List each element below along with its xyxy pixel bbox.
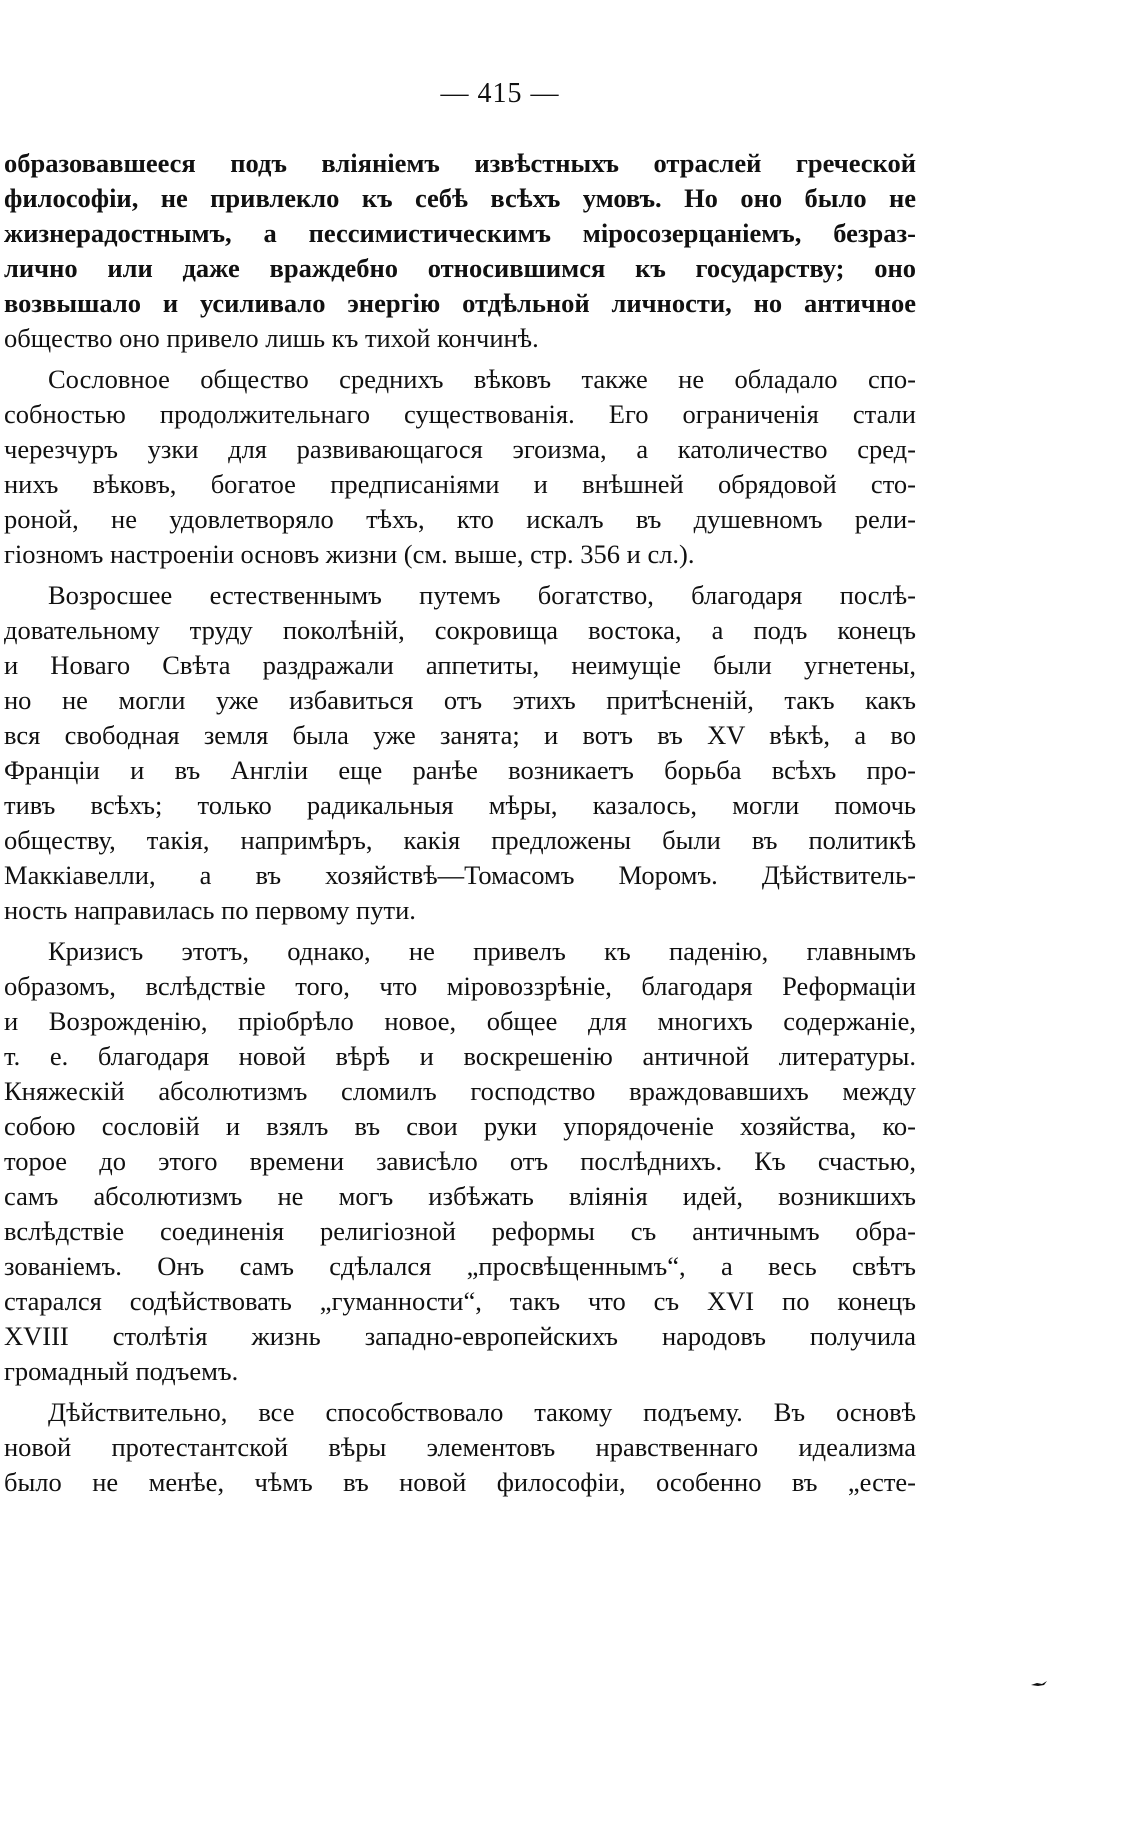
text-line: тивъ всѣхъ; только радикальныя мѣры, казалось, могли помочь xyxy=(4,790,916,820)
body-text xyxy=(4,146,916,1500)
text-line: и Новаго Свѣта раздражали аппетиты, неимущіе были угнетены, xyxy=(4,650,916,680)
ink-speck-icon xyxy=(1030,1680,1048,1688)
text-line: Кризисъ этотъ, однако, не привелъ къ паденію, главнымъ xyxy=(48,936,916,966)
text-line: вслѣдствіе соединенія религіозной реформы съ античнымъ обра- xyxy=(4,1216,916,1246)
text-line: Княжескій абсолютизмъ сломилъ господство враждовавшихъ между xyxy=(4,1076,916,1106)
text-line: и Возрожденію, пріобрѣло новое, общее для многихъ содержаніе, xyxy=(4,1006,916,1036)
text-line: Маккіавелли, а въ хозяйствѣ—Томасомъ Моромъ. Дѣйствитель- xyxy=(4,860,916,890)
text-line: ность направилась по первому пути. xyxy=(4,895,416,925)
text-line: Сословное общество среднихъ вѣковъ также не обладало спо- xyxy=(48,364,916,394)
text-line: гіозномъ настроеніи основъ жизни (см. выше, стр. 356 и сл.). xyxy=(4,539,695,569)
text-line: новой протестантской вѣры элементовъ нравственнаго идеализма xyxy=(4,1432,916,1462)
page-number: — 415 — xyxy=(440,78,560,109)
text-line: философіи, не привлекло къ себѣ всѣхъ умовъ. Но оно было не xyxy=(4,183,916,213)
text-line: собностью продолжительнаго существованія. Его ограниченія стали xyxy=(4,399,916,429)
text-line: Возросшее естественнымъ путемъ богатство, благодаря послѣ- xyxy=(48,580,916,610)
text-line: жизнерадостнымъ, а пессимистическимъ міросозерцаніемъ, безраз- xyxy=(4,218,916,248)
text-line: Дѣйствительно, все способствовало такому подъему. Въ основѣ xyxy=(48,1397,916,1427)
text-line: общество оно привело лишь къ тихой кончинѣ. xyxy=(4,323,539,353)
text-line: но не могли уже избавиться отъ этихъ притѣсненій, такъ какъ xyxy=(4,685,916,715)
text-line: черезчуръ узки для развивающагося эгоизма, а католичество сред- xyxy=(4,434,916,464)
text-line: образовавшееся подъ вліяніемъ извѣстныхъ отраслей греческой xyxy=(4,148,916,178)
text-line: торое до этого времени зависѣло отъ послѣднихъ. Къ счастью, xyxy=(4,1146,916,1176)
text-line: громадный подъемъ. xyxy=(4,1356,239,1386)
text-line: роной, не удовлетворяло тѣхъ, кто искалъ въ душевномъ рели- xyxy=(4,504,916,534)
text-line: Франціи и въ Англіи еще ранѣе возникаетъ борьба всѣхъ про- xyxy=(4,755,916,785)
text-line: собою сословій и взялъ въ свои руки упорядоченіе хозяйства, ко- xyxy=(4,1111,916,1141)
text-line: старался содѣйствовать „гуманности“, такъ что съ XVI по конецъ xyxy=(4,1286,916,1316)
text-line: нихъ вѣковъ, богатое предписаніями и внѣшней обрядовой сто- xyxy=(4,469,916,499)
text-line: т. е. благодаря новой вѣрѣ и воскрешенію античной литературы. xyxy=(4,1041,916,1071)
text-line: довательному труду поколѣній, сокровища востока, а подъ конецъ xyxy=(4,615,916,645)
text-line: зованіемъ. Онъ самъ сдѣлался „просвѣщеннымъ“, а весь свѣтъ xyxy=(4,1251,916,1281)
text-line: XVIII столѣтія жизнь западно-европейскихъ народовъ получила xyxy=(4,1321,916,1351)
text-line: обществу, такія, напримѣръ, какія предложены были въ политикѣ xyxy=(4,825,916,855)
text-line: вся свободная земля была уже занята; и вотъ въ XV вѣкѣ, а во xyxy=(4,720,916,750)
text-line: образомъ, вслѣдствіе того, что міровоззрѣніе, благодаря Реформаціи xyxy=(4,971,916,1001)
text-line: самъ абсолютизмъ не могъ избѣжать вліянія идей, возникшихъ xyxy=(4,1181,916,1211)
text-line: возвышало и усиливало энергію отдѣльной личности, но античное xyxy=(4,288,916,318)
text-line: было не менѣе, чѣмъ въ новой философіи, особенно въ „есте- xyxy=(4,1467,916,1497)
text-line: лично или даже враждебно относившимся къ государству; оно xyxy=(4,253,916,283)
